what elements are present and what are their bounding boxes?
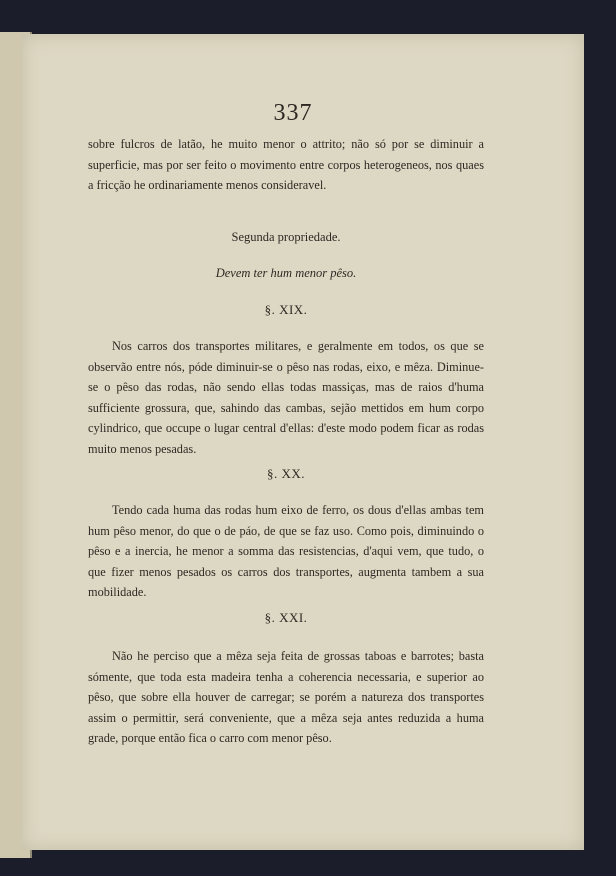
section-text-xix: Nos carros dos transportes militares, e geralmente em todos, os que se observão entre nós, póde diminuir-se o pêso nas rodas, eixo, e mêza. Diminue-se o pêso das rodas, não sendo ellas todas massiças, mas de raios d'huma sufficiente grossura, que, sahindo das cambas, sejão mettidos em hum corpo cylindrico, que occupe o lugar central d'ellas: d'este modo podem ficar as rodas muito menos pesadas.: [88, 339, 484, 456]
section-title-xxi: §. XXI.: [264, 610, 308, 625]
section-title-xx: §. XX.: [266, 466, 306, 481]
page-number: 337: [273, 100, 313, 126]
section-heading: Segunda propriedade.: [231, 230, 341, 244]
section-title-xix: §. XIX.: [264, 302, 308, 317]
section-text-xxi: Não he perciso que a mêza seja feita de grossas taboas e barrotes; basta sómente, que toda esta madeira tenha a coherencia necessaria, e superior ao pêso, que sobre ella houver de carregar; se porém a natureza dos transportes assim o permittir, será conveniente, que a mêza seja antes reduzida a huma grade, porque então fica o carro com menor pêso.: [88, 649, 484, 746]
paragraph-continuation: sobre fulcros de latão, he muito menor o attrito; não só por se diminuir a superficie, mas por ser feito o movimento entre corpos heterogeneos, nos quaes a fricção he ordinariamente menos consideravel.: [88, 137, 484, 193]
book-page: [22, 34, 584, 850]
section-subheading: Devem ter hum menor pêso.: [215, 266, 357, 280]
section-text-xx: Tendo cada huma das rodas hum eixo de ferro, os dous d'ellas ambas tem hum pêso menor, do que o de páo, de que se faz uso. Como pois, diminuindo o pêso e a inercia, he menor a somma das resistencias, d'aqui vem, que tudo, o que fizer menos pesados os carros dos transportes, augmenta tambem a sua mobilidade.: [88, 503, 484, 600]
